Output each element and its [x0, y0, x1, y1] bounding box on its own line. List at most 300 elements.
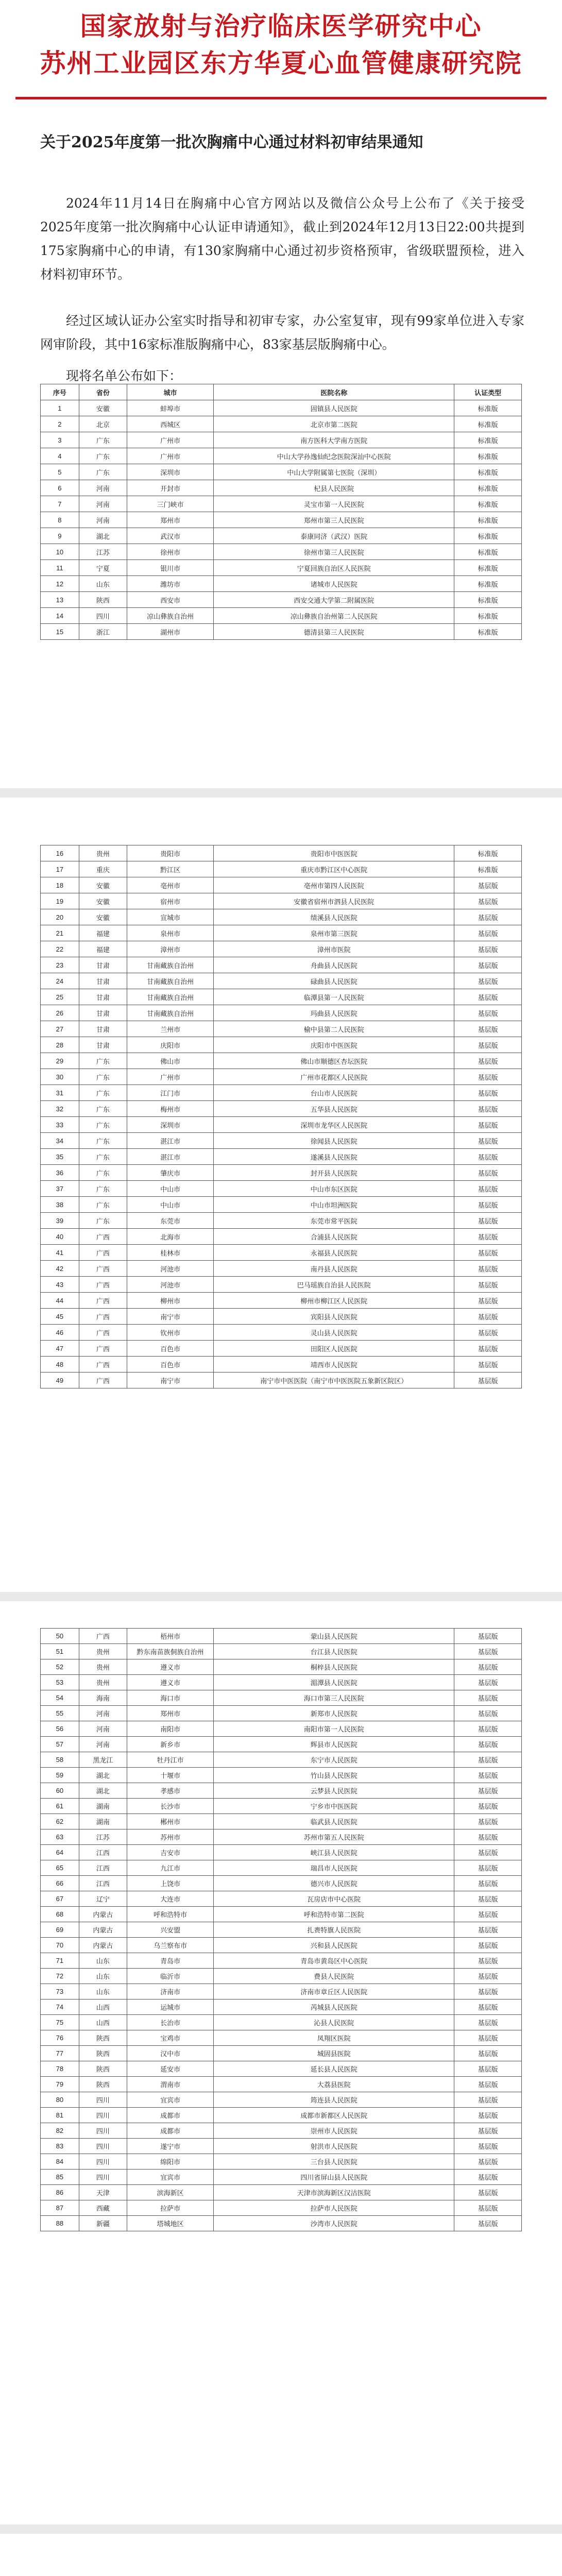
table-cell: 台山市人民医院	[214, 1085, 454, 1101]
table-cell: 基层版	[454, 1953, 522, 1969]
table-cell: 7	[41, 496, 79, 512]
table-cell: 基层版	[454, 1768, 522, 1783]
table-cell: 基层版	[454, 1005, 522, 1021]
document-title: 关于2025年度第一批次胸痛中心通过材料初审结果通知	[40, 133, 423, 151]
table-cell: 临沂市	[127, 1969, 214, 1984]
table-cell: 59	[41, 1768, 79, 1783]
table-cell: 河池市	[127, 1261, 214, 1277]
table-cell: 48	[41, 1357, 79, 1372]
table-cell: 湖南	[79, 1799, 127, 1814]
table-cell: 济南市章丘区人民医院	[214, 1984, 454, 1999]
table-cell: 武汉市	[127, 528, 214, 544]
table-cell: 山东	[79, 1953, 127, 1969]
table-cell: 内蒙古	[79, 1907, 127, 1922]
table-cell: 北京市第二医院	[214, 416, 454, 432]
table-cell: 17	[41, 861, 79, 877]
table-cell: 中山大学孙逸仙纪念医院深汕中心医院	[214, 448, 454, 464]
table-cell: 1	[41, 400, 79, 416]
table-cell: 桂林市	[127, 1245, 214, 1261]
table-cell: 黔东南苗族侗族自治州	[127, 1644, 214, 1659]
table-cell: 广西	[79, 1293, 127, 1309]
table-cell: 62	[41, 1814, 79, 1829]
table-cell: 标准版	[454, 480, 522, 496]
table-cell: 射洪市人民医院	[214, 2139, 454, 2154]
table-cell: 标准版	[454, 512, 522, 528]
table-cell: 甘肃	[79, 1021, 127, 1037]
table-cell: 广东	[79, 1117, 127, 1133]
table-cell: 基层版	[454, 1021, 522, 1037]
table-cell: 广东	[79, 432, 127, 448]
table-cell: 深圳市龙华区人民医院	[214, 1117, 454, 1133]
table-cell: 基层版	[454, 1659, 522, 1675]
table-cell: 南宁市中医医院（南宁市中医医院五象新区院区）	[214, 1372, 454, 1388]
table-cell: 城固县医院	[214, 2046, 454, 2061]
table-cell: 灵宝市第一人民医院	[214, 496, 454, 512]
table-cell: 兴和县人民医院	[214, 1938, 454, 1953]
table-cell: 沙湾市人民医院	[214, 2216, 454, 2231]
table-cell: 广东	[79, 1133, 127, 1149]
table-cell: 田阳区人民医院	[214, 1341, 454, 1357]
table-row	[41, 1261, 522, 1277]
table-row	[41, 1357, 522, 1372]
table-row	[41, 1021, 522, 1037]
table-cell: 天津市滨海新区汉沽医院	[214, 2185, 454, 2200]
column-header: 医院名称	[214, 384, 454, 400]
table-cell: 76	[41, 2030, 79, 2046]
table-row	[41, 1644, 522, 1659]
table-cell: 基层版	[454, 1752, 522, 1768]
table-row	[41, 1069, 522, 1085]
table-cell: 碌曲县人民医院	[214, 973, 454, 989]
table-cell: 三门峡市	[127, 496, 214, 512]
table-row	[41, 1245, 522, 1261]
table-cell: 44	[41, 1293, 79, 1309]
table-header-row	[41, 384, 522, 400]
table-cell: 百色市	[127, 1341, 214, 1357]
table-cell: 72	[41, 1969, 79, 1984]
table-cell: 乌兰察布市	[127, 1938, 214, 1953]
table-cell: 海南	[79, 1690, 127, 1706]
table-cell: 四川	[79, 2170, 127, 2185]
table-cell: 北海市	[127, 1229, 214, 1245]
table-cell: 基层版	[454, 1085, 522, 1101]
table-cell: 贵州	[79, 1644, 127, 1659]
table-row	[41, 861, 522, 877]
table-row	[41, 1984, 522, 1999]
column-header: 序号	[41, 384, 79, 400]
table-cell: 汉中市	[127, 2046, 214, 2061]
list-label: 现将名单公布如下：	[66, 368, 182, 383]
table-cell: 宁夏	[79, 560, 127, 576]
table-cell: 黔江区	[127, 861, 214, 877]
table-cell: 广东	[79, 1149, 127, 1165]
table-cell: 宿州市	[127, 893, 214, 909]
table-cell: 45	[41, 1309, 79, 1325]
table-cell: 广东	[79, 1197, 127, 1213]
table-cell: 基层版	[454, 2077, 522, 2092]
table-row	[41, 2077, 522, 2092]
table-cell: 宾阳县人民医院	[214, 1309, 454, 1325]
table-row	[41, 2170, 522, 2185]
table-row	[41, 448, 522, 464]
table-row	[41, 941, 522, 957]
table-cell: 孝感市	[127, 1783, 214, 1799]
table-cell: 广西	[79, 1357, 127, 1372]
table-row	[41, 2092, 522, 2108]
table-cell: 四川	[79, 2092, 127, 2108]
table-cell: 基层版	[454, 1675, 522, 1690]
table-cell: 广西	[79, 1325, 127, 1341]
table-cell: 福建	[79, 941, 127, 957]
table-cell: 亳州市	[127, 877, 214, 893]
table-cell: 钦州市	[127, 1325, 214, 1341]
table-cell: 大荔县医院	[214, 2077, 454, 2092]
table-cell: 遵义市	[127, 1659, 214, 1675]
table-cell: 湛江市	[127, 1149, 214, 1165]
table-cell: 甘肃	[79, 973, 127, 989]
table-cell: 标准版	[454, 528, 522, 544]
table-cell: 筠连县人民医院	[214, 2092, 454, 2108]
table-cell: 三台县人民医院	[214, 2154, 454, 2170]
table-cell: 基层版	[454, 1907, 522, 1922]
table-cell: 河南	[79, 480, 127, 496]
table-cell: 广西	[79, 1261, 127, 1277]
table-cell: 41	[41, 1245, 79, 1261]
table-cell: 滨海新区	[127, 2185, 214, 2200]
table-cell: 南方医科大学南方医院	[214, 432, 454, 448]
hospital-table-page-1	[40, 384, 522, 640]
table-cell: 榆中县第二人民医院	[214, 1021, 454, 1037]
table-row	[41, 576, 522, 592]
table-row	[41, 1341, 522, 1357]
table-cell: 凉山彝族自治州第二人民医院	[214, 608, 454, 624]
table-row	[41, 1372, 522, 1388]
table-cell: 遵义市	[127, 1675, 214, 1690]
table-cell: 18	[41, 877, 79, 893]
table-cell: 基层版	[454, 2092, 522, 2108]
table-cell: 标准版	[454, 608, 522, 624]
table-cell: 80	[41, 2092, 79, 2108]
table-cell: 靖西市人民医院	[214, 1357, 454, 1372]
table-cell: 基层版	[454, 1829, 522, 1845]
table-cell: 基层版	[454, 1293, 522, 1309]
table-row	[41, 544, 522, 560]
table-cell: 广州市花都区人民医院	[214, 1069, 454, 1085]
table-cell: 庆阳市	[127, 1037, 214, 1053]
table-row	[41, 925, 522, 941]
table-cell: 深圳市	[127, 1117, 214, 1133]
table-cell: 57	[41, 1737, 79, 1752]
table-cell: 基层版	[454, 2108, 522, 2123]
table-cell: 成都市	[127, 2108, 214, 2123]
table-cell: 基层版	[454, 1690, 522, 1706]
table-cell: 东莞市	[127, 1213, 214, 1229]
table-cell: 64	[41, 1845, 79, 1860]
table-row	[41, 2015, 522, 2030]
table-cell: 基层版	[454, 1037, 522, 1053]
table-cell: 基层版	[454, 2200, 522, 2216]
table-cell: 贵州	[79, 1659, 127, 1675]
table-row	[41, 1829, 522, 1845]
table-cell: 泰康同济（武汉）医院	[214, 528, 454, 544]
table-cell: 瑞昌市人民医院	[214, 1860, 454, 1876]
table-row	[41, 624, 522, 640]
table-cell: 庆阳市中医医院	[214, 1037, 454, 1053]
table-cell: 65	[41, 1860, 79, 1876]
table-cell: 竹山县人民医院	[214, 1768, 454, 1783]
table-cell: 山东	[79, 1969, 127, 1984]
table-cell: 84	[41, 2154, 79, 2170]
table-cell: 基层版	[454, 1969, 522, 1984]
table-cell: 塔城地区	[127, 2216, 214, 2231]
table-cell: 43	[41, 1277, 79, 1293]
table-row	[41, 400, 522, 416]
table-cell: 大连市	[127, 1891, 214, 1907]
table-cell: 标准版	[454, 544, 522, 560]
table-cell: 83	[41, 2139, 79, 2154]
table-cell: 基层版	[454, 989, 522, 1005]
table-cell: 长治市	[127, 2015, 214, 2030]
table-row	[41, 1938, 522, 1953]
table-cell: 78	[41, 2061, 79, 2077]
table-row	[41, 1907, 522, 1922]
table-row	[41, 592, 522, 608]
table-cell: 贵州	[79, 1675, 127, 1690]
table-cell: 27	[41, 1021, 79, 1037]
table-cell: 辉县市人民医院	[214, 1737, 454, 1752]
table-cell: 新乡市	[127, 1737, 214, 1752]
table-cell: 58	[41, 1752, 79, 1768]
table-cell: 广西	[79, 1245, 127, 1261]
table-cell: 基层版	[454, 1197, 522, 1213]
table-row	[41, 1737, 522, 1752]
table-cell: 临武县人民医院	[214, 1814, 454, 1829]
table-row	[41, 989, 522, 1005]
table-cell: 6	[41, 480, 79, 496]
table-row	[41, 1799, 522, 1814]
table-row	[41, 512, 522, 528]
table-cell: 54	[41, 1690, 79, 1706]
table-cell: 浙江	[79, 624, 127, 640]
table-cell: 绩溪县人民医院	[214, 909, 454, 925]
table-row	[41, 1037, 522, 1053]
table-cell: 延安市	[127, 2061, 214, 2077]
table-cell: 郑州市	[127, 1706, 214, 1721]
table-cell: 德清县第三人民医院	[214, 624, 454, 640]
table-cell: 基层版	[454, 1706, 522, 1721]
table-row	[41, 2123, 522, 2139]
table-cell: 延长县人民医院	[214, 2061, 454, 2077]
table-row	[41, 2030, 522, 2046]
table-cell: 成都市新都区人民医院	[214, 2108, 454, 2123]
table-cell: 75	[41, 2015, 79, 2030]
table-cell: 西城区	[127, 416, 214, 432]
intro-paragraph: 2024年11月14日在胸痛中心官方网站以及微信公众号上公布了《关于接受2025年度第一批次胸痛中心认证申请通知》，截止到2024年12月13日22:00共提到175家胸痛中心的申请，有130家胸痛中心通过初步资格预审，省级联盟预检，进入材料初审环节。	[40, 196, 524, 282]
table-cell: 38	[41, 1197, 79, 1213]
table-cell: 湖北	[79, 1783, 127, 1799]
table-cell: 50	[41, 1629, 79, 1644]
table-cell: 55	[41, 1706, 79, 1721]
table-cell: 甘南藏族自治州	[127, 957, 214, 973]
table-cell: 5	[41, 464, 79, 480]
table-cell: 基层版	[454, 1165, 522, 1181]
table-cell: 青岛市	[127, 1953, 214, 1969]
table-cell: 33	[41, 1117, 79, 1133]
table-cell: 36	[41, 1165, 79, 1181]
table-cell: 凉山彝族自治州	[127, 608, 214, 624]
table-cell: 青岛市黄岛区中心医院	[214, 1953, 454, 1969]
table-cell: 永福县人民医院	[214, 1245, 454, 1261]
table-cell: 牡丹江市	[127, 1752, 214, 1768]
table-cell: 西藏	[79, 2200, 127, 2216]
table-cell: 25	[41, 989, 79, 1005]
table-cell: 广东	[79, 1053, 127, 1069]
table-cell: 肇庆市	[127, 1165, 214, 1181]
table-cell: 凤翔区医院	[214, 2030, 454, 2046]
table-cell: 基层版	[454, 1891, 522, 1907]
table-cell: 24	[41, 973, 79, 989]
table-cell: 郑州市	[127, 512, 214, 528]
table-cell: 甘南藏族自治州	[127, 1005, 214, 1021]
table-row	[41, 845, 522, 861]
table-row	[41, 528, 522, 544]
table-row	[41, 957, 522, 973]
table-row	[41, 1690, 522, 1706]
table-cell: 天津	[79, 2185, 127, 2200]
table-cell: 16	[41, 845, 79, 861]
table-cell: 亳州市第四人民医院	[214, 877, 454, 893]
table-cell: 基层版	[454, 1213, 522, 1229]
table-cell: 基层版	[454, 909, 522, 925]
table-cell: 71	[41, 1953, 79, 1969]
table-cell: 基层版	[454, 1860, 522, 1876]
table-cell: 标准版	[454, 416, 522, 432]
table-cell: 10	[41, 544, 79, 560]
table-cell: 28	[41, 1037, 79, 1053]
table-cell: 14	[41, 608, 79, 624]
table-cell: 上饶市	[127, 1876, 214, 1891]
table-cell: 瓦房店市中心医院	[214, 1891, 454, 1907]
table-row	[41, 2185, 522, 2200]
table-cell: 南宁市	[127, 1372, 214, 1388]
table-cell: 42	[41, 1261, 79, 1277]
table-row	[41, 2154, 522, 2170]
table-cell: 标准版	[454, 592, 522, 608]
table-row	[41, 973, 522, 989]
table-cell: 中山市	[127, 1181, 214, 1197]
page-break	[0, 1592, 562, 1601]
table-cell: 湖北	[79, 528, 127, 544]
table-cell: 基层版	[454, 1938, 522, 1953]
table-row	[41, 1277, 522, 1293]
table-cell: 广西	[79, 1372, 127, 1388]
table-cell: 江西	[79, 1860, 127, 1876]
table-cell: 四川	[79, 2154, 127, 2170]
table-row	[41, 1659, 522, 1675]
table-row	[41, 1922, 522, 1938]
table-cell: 湖州市	[127, 624, 214, 640]
table-cell: 74	[41, 1999, 79, 2015]
column-header: 认证类型	[454, 384, 522, 400]
table-cell: 安徽省宿州市泗县人民医院	[214, 893, 454, 909]
table-cell: 基层版	[454, 1261, 522, 1277]
table-cell: 江苏	[79, 544, 127, 560]
table-cell: 甘肃	[79, 1037, 127, 1053]
table-cell: 40	[41, 1229, 79, 1245]
table-cell: 基层版	[454, 1372, 522, 1388]
table-cell: 陕西	[79, 2030, 127, 2046]
table-row	[41, 1149, 522, 1165]
table-cell: 26	[41, 1005, 79, 1021]
table-cell: 山东	[79, 576, 127, 592]
table-row	[41, 2061, 522, 2077]
table-cell: 湖北	[79, 1768, 127, 1783]
table-row	[41, 1706, 522, 1721]
table-cell: 基层版	[454, 925, 522, 941]
table-cell: 海口市	[127, 1690, 214, 1706]
table-cell: 峡江县人民医院	[214, 1845, 454, 1860]
table-cell: 3	[41, 432, 79, 448]
table-cell: 西安交通大学第二附属医院	[214, 592, 454, 608]
table-cell: 重庆	[79, 861, 127, 877]
table-cell: 51	[41, 1644, 79, 1659]
table-cell: 固镇县人民医院	[214, 400, 454, 416]
table-cell: 苏州市第五人民医院	[214, 1829, 454, 1845]
table-cell: 佛山市顺德区杏坛医院	[214, 1053, 454, 1069]
table-row	[41, 1213, 522, 1229]
table-cell: 广东	[79, 1069, 127, 1085]
table-row	[41, 1101, 522, 1117]
table-row	[41, 909, 522, 925]
org-name-line2: 苏州工业园区东方华夏心血管健康研究院	[40, 48, 522, 78]
table-cell: 标准版	[454, 576, 522, 592]
table-cell: 标准版	[454, 448, 522, 464]
table-cell: 河南	[79, 1721, 127, 1737]
table-cell: 77	[41, 2046, 79, 2061]
table-cell: 陕西	[79, 2077, 127, 2092]
table-cell: 蒙山县人民医院	[214, 1629, 454, 1644]
table-row	[41, 1814, 522, 1829]
table-cell: 86	[41, 2185, 79, 2200]
table-cell: 基层版	[454, 2015, 522, 2030]
table-cell: 南阳市	[127, 1721, 214, 1737]
table-cell: 68	[41, 1907, 79, 1922]
table-cell: 广东	[79, 1101, 127, 1117]
table-cell: 新疆	[79, 2216, 127, 2231]
table-cell: 69	[41, 1922, 79, 1938]
table-cell: 九江市	[127, 1860, 214, 1876]
table-cell: 基层版	[454, 1133, 522, 1149]
table-cell: 陕西	[79, 2061, 127, 2077]
table-cell: 基层版	[454, 1799, 522, 1814]
table-cell: 46	[41, 1325, 79, 1341]
table-row	[41, 1229, 522, 1245]
table-cell: 十堰市	[127, 1768, 214, 1783]
table-row	[41, 877, 522, 893]
table-cell: 基层版	[454, 1737, 522, 1752]
table-cell: 宁乡市中医医院	[214, 1799, 454, 1814]
table-cell: 基层版	[454, 1814, 522, 1829]
table-cell: 安徽	[79, 893, 127, 909]
table-cell: 徐州市	[127, 544, 214, 560]
table-cell: 49	[41, 1372, 79, 1388]
table-cell: 潍坊市	[127, 576, 214, 592]
table-cell: 遂宁市	[127, 2139, 214, 2154]
table-cell: 中山市坦洲医院	[214, 1197, 454, 1213]
table-row	[41, 480, 522, 496]
table-cell: 基层版	[454, 1876, 522, 1891]
table-cell: 广州市	[127, 448, 214, 464]
